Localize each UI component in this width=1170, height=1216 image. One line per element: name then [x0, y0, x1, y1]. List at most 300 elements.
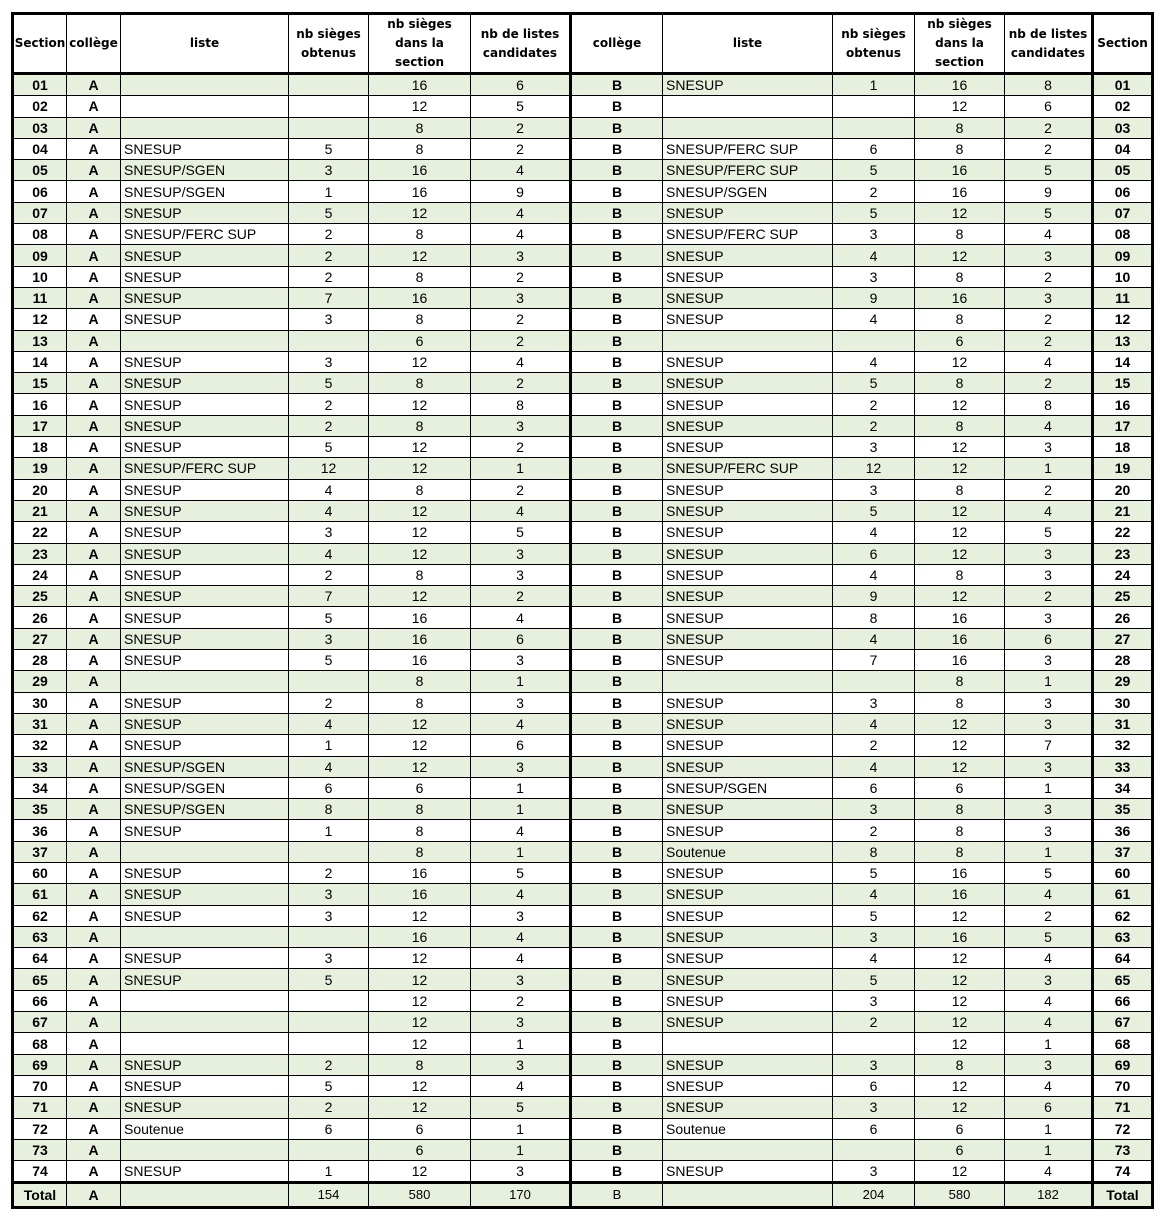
cell-liste-b: Soutenue [663, 1118, 833, 1139]
cell-listes-candidates-a: 3 [471, 1012, 571, 1033]
cell-sieges-obtenus-a [289, 74, 369, 96]
cell-sieges-obtenus-a: 3 [289, 351, 369, 372]
table-row [13, 735, 1153, 756]
cell-listes-candidates-b: 5 [1005, 926, 1093, 947]
cell-section-right: 01 [1093, 74, 1153, 96]
cell-listes-candidates-b: 3 [1005, 969, 1093, 990]
table-row [13, 74, 1153, 96]
cell-section: 69 [13, 1054, 67, 1075]
cell-listes-candidates-a: 6 [471, 74, 571, 96]
cell-section-right: 69 [1093, 1054, 1153, 1075]
cell-section-right: 27 [1093, 628, 1153, 649]
cell-sieges-obtenus-b: 4 [833, 522, 915, 543]
table-row [13, 799, 1153, 820]
table-row [13, 1075, 1153, 1096]
table-row [13, 96, 1153, 117]
cell-liste-a: SNESUP [121, 905, 289, 926]
table-row [13, 287, 1153, 308]
cell-college-b: B [571, 543, 663, 564]
cell-college-a: A [67, 628, 121, 649]
cell-sieges-section-b: 12 [915, 735, 1005, 756]
cell-section: 34 [13, 777, 67, 798]
cell-sieges-obtenus-b: 3 [833, 1097, 915, 1118]
cell-sieges-section-a: 16 [369, 74, 471, 96]
cell-sieges-section-b: 12 [915, 1075, 1005, 1096]
cell-listes-candidates-a: 5 [471, 1097, 571, 1118]
cell-sieges-obtenus-a: 1 [289, 1161, 369, 1183]
cell-sieges-section-a: 12 [369, 1033, 471, 1054]
cell-college-a: A [67, 373, 121, 394]
table-row [13, 671, 1153, 692]
cell-liste-b [663, 117, 833, 138]
cell-section-right: 32 [1093, 735, 1153, 756]
table-row [13, 160, 1153, 181]
cell-listes-candidates-a: 2 [471, 437, 571, 458]
cell-liste-b: SNESUP [663, 74, 833, 96]
cell-sieges-obtenus-b: 2 [833, 1012, 915, 1033]
cell-college-b: B [571, 224, 663, 245]
cell-college-b: B [571, 650, 663, 671]
cell-listes-candidates-a: 1 [471, 1033, 571, 1054]
table-row [13, 138, 1153, 159]
cell-liste-b: SNESUP [663, 990, 833, 1011]
cell-sieges-section-b: 8 [915, 479, 1005, 500]
cell-college-a: A [67, 799, 121, 820]
cell-sieges-section-b: 16 [915, 181, 1005, 202]
cell-sieges-obtenus-a: 4 [289, 500, 369, 521]
cell-liste-b [663, 1033, 833, 1054]
cell-sieges-section-b: 16 [915, 926, 1005, 947]
cell-section-right: 17 [1093, 415, 1153, 436]
cell-sieges-section-b: 12 [915, 245, 1005, 266]
cell-section: 70 [13, 1075, 67, 1096]
cell-college-a: A [67, 287, 121, 308]
cell-sieges-section-a: 12 [369, 1097, 471, 1118]
cell-liste-b: SNESUP [663, 245, 833, 266]
cell-liste-b [663, 671, 833, 692]
cell-sieges-section-a: 12 [369, 1012, 471, 1033]
table-row [13, 692, 1153, 713]
cell-college-a: A [67, 692, 121, 713]
cell-section: 22 [13, 522, 67, 543]
cell-listes-candidates-b: 2 [1005, 309, 1093, 330]
cell-section: 14 [13, 351, 67, 372]
cell-college-a: A [67, 1097, 121, 1118]
cell-college-b: B [571, 841, 663, 862]
cell-college-b: B [571, 1012, 663, 1033]
cell-liste-b: SNESUP [663, 926, 833, 947]
header-college-b: collège [571, 14, 663, 74]
cell-listes-candidates-a: 2 [471, 990, 571, 1011]
cell-liste-b [663, 1139, 833, 1160]
cell-sieges-obtenus-a: 5 [289, 650, 369, 671]
cell-listes-candidates-b: 2 [1005, 586, 1093, 607]
cell-liste-a: SNESUP [121, 862, 289, 883]
cell-college-b: B [571, 309, 663, 330]
cell-sieges-obtenus-b: 3 [833, 224, 915, 245]
cell-liste-a: SNESUP [121, 628, 289, 649]
table-row [13, 415, 1153, 436]
cell-liste-a: SNESUP [121, 351, 289, 372]
cell-sieges-obtenus-a: 3 [289, 309, 369, 330]
cell-listes-candidates-a: 4 [471, 948, 571, 969]
table-row [13, 394, 1153, 415]
cell-liste-b: SNESUP [663, 202, 833, 223]
cell-section-right: 62 [1093, 905, 1153, 926]
cell-sieges-section-b: 12 [915, 905, 1005, 926]
table-row [13, 926, 1153, 947]
cell-liste-a: SNESUP [121, 202, 289, 223]
cell-section: 23 [13, 543, 67, 564]
cell-section: 03 [13, 117, 67, 138]
cell-section-right: 28 [1093, 650, 1153, 671]
cell-sieges-section-a: 12 [369, 948, 471, 969]
cell-sieges-section-b: 8 [915, 820, 1005, 841]
cell-listes-candidates-b: 3 [1005, 245, 1093, 266]
cell-liste-a: SNESUP [121, 969, 289, 990]
cell-section: 24 [13, 564, 67, 585]
cell-sieges-obtenus-a: 3 [289, 948, 369, 969]
cell-section-right: 08 [1093, 224, 1153, 245]
cell-sieges-obtenus-b [833, 1033, 915, 1054]
cell-college-a: A [67, 777, 121, 798]
cell-listes-candidates-a: 5 [471, 862, 571, 883]
cell-listes-candidates-a: 1 [471, 1139, 571, 1160]
cell-listes-candidates-a: 4 [471, 351, 571, 372]
cell-listes-candidates-b: 4 [1005, 884, 1093, 905]
cell-sieges-section-a: 16 [369, 862, 471, 883]
cell-liste-b: SNESUP [663, 862, 833, 883]
cell-listes-candidates-a: 6 [471, 735, 571, 756]
cell-section-right: 33 [1093, 756, 1153, 777]
cell-sieges-obtenus-a: 4 [289, 543, 369, 564]
cell-sieges-obtenus-b: 7 [833, 650, 915, 671]
cell-section-right: 23 [1093, 543, 1153, 564]
cell-listes-candidates-a: 3 [471, 905, 571, 926]
cell-college-b: B [571, 948, 663, 969]
cell-college-a: A [67, 969, 121, 990]
cell-section-right: 26 [1093, 607, 1153, 628]
table-row [13, 181, 1153, 202]
cell-section: 60 [13, 862, 67, 883]
cell-section-right: 29 [1093, 671, 1153, 692]
cell-college-b: B [571, 287, 663, 308]
cell-sieges-obtenus-a [289, 671, 369, 692]
cell-liste-a: SNESUP [121, 266, 289, 287]
cell-section: 31 [13, 713, 67, 734]
cell-listes-candidates-a: 3 [471, 245, 571, 266]
cell-sieges-section-b: 8 [915, 671, 1005, 692]
cell-section: 65 [13, 969, 67, 990]
cell-sieges-section-a: 12 [369, 96, 471, 117]
cell-college-a: A [67, 1054, 121, 1075]
table-row [13, 777, 1153, 798]
cell-listes-candidates-b: 3 [1005, 607, 1093, 628]
cell-listes-candidates-a: 4 [471, 884, 571, 905]
cell-listes-candidates-b: 2 [1005, 330, 1093, 351]
table-row [13, 1139, 1153, 1160]
cell-sieges-section-a: 8 [369, 841, 471, 862]
cell-sieges-obtenus-a [289, 990, 369, 1011]
cell-section: 28 [13, 650, 67, 671]
cell-college-a: A [67, 458, 121, 479]
cell-sieges-section-b: 16 [915, 160, 1005, 181]
cell-listes-candidates-a: 3 [471, 1161, 571, 1183]
cell-college-b: B [571, 628, 663, 649]
cell-liste-a: SNESUP/FERC SUP [121, 224, 289, 245]
cell-listes-candidates-b: 4 [1005, 1075, 1093, 1096]
cell-sieges-section-a: 16 [369, 607, 471, 628]
cell-sieges-obtenus-b: 3 [833, 799, 915, 820]
cell-listes-candidates-a: 4 [471, 607, 571, 628]
cell-sieges-obtenus-b: 2 [833, 735, 915, 756]
cell-section-right: 71 [1093, 1097, 1153, 1118]
cell-sieges-section-b: 6 [915, 1139, 1005, 1160]
cell-sieges-obtenus-b: 6 [833, 777, 915, 798]
cell-college-b: B [571, 820, 663, 841]
cell-sieges-obtenus-b: 6 [833, 543, 915, 564]
cell-college-a: A [67, 309, 121, 330]
cell-liste-b: SNESUP [663, 948, 833, 969]
cell-section: 68 [13, 1033, 67, 1054]
cell-sieges-section-b: 12 [915, 1033, 1005, 1054]
cell-sieges-obtenus-b: 3 [833, 1054, 915, 1075]
cell-liste-a: SNESUP [121, 309, 289, 330]
cell-listes-candidates-a: 4 [471, 500, 571, 521]
cell-listes-candidates-b: 4 [1005, 500, 1093, 521]
cell-liste-b: SNESUP [663, 1161, 833, 1183]
cell-listes-candidates-a: 3 [471, 1054, 571, 1075]
cell-sieges-obtenus-a [289, 1139, 369, 1160]
cell-sieges-section-a: 6 [369, 330, 471, 351]
cell-college-b: B [571, 1075, 663, 1096]
cell-college-a: A [67, 96, 121, 117]
cell-section: 73 [13, 1139, 67, 1160]
cell-listes-candidates-a: 4 [471, 224, 571, 245]
cell-listes-candidates-a: 1 [471, 671, 571, 692]
cell-listes-candidates-b: 1 [1005, 777, 1093, 798]
cell-sieges-section-a: 8 [369, 1054, 471, 1075]
cell-listes-candidates-a: 4 [471, 926, 571, 947]
cell-college-a: A [67, 862, 121, 883]
cell-sieges-section-b: 8 [915, 415, 1005, 436]
cell-section-right: 06 [1093, 181, 1153, 202]
cell-liste-a [121, 1012, 289, 1033]
cell-sieges-obtenus-a: 5 [289, 373, 369, 394]
cell-sieges-obtenus-a: 3 [289, 628, 369, 649]
cell-sieges-section-a: 12 [369, 969, 471, 990]
cell-sieges-section-a: 12 [369, 500, 471, 521]
cell-college-b: B [571, 479, 663, 500]
cell-section-right: 34 [1093, 777, 1153, 798]
cell-sieges-section-b: 8 [915, 373, 1005, 394]
cell-liste-b: SNESUP/SGEN [663, 777, 833, 798]
cell-listes-candidates-a: 2 [471, 138, 571, 159]
cell-section-right: 25 [1093, 586, 1153, 607]
cell-section: 72 [13, 1118, 67, 1139]
cell-sieges-section-b: 8 [915, 692, 1005, 713]
cell-sieges-section-a: 12 [369, 713, 471, 734]
cell-college-a: A [67, 500, 121, 521]
cell-liste-a: SNESUP [121, 1054, 289, 1075]
cell-college-a: A [67, 905, 121, 926]
cell-sieges-obtenus-a: 5 [289, 138, 369, 159]
results-table [11, 12, 1154, 1209]
cell-sieges-section-b: 6 [915, 330, 1005, 351]
cell-section-right: 22 [1093, 522, 1153, 543]
cell-sieges-section-b: 8 [915, 1054, 1005, 1075]
cell-college-b: B [571, 522, 663, 543]
cell-college-a: A [67, 564, 121, 585]
header-listes-candidates-b: nb de listes candidates [1005, 14, 1093, 74]
cell-college-a: A [67, 990, 121, 1011]
cell-college-a: A [67, 1033, 121, 1054]
cell-liste-a: SNESUP [121, 820, 289, 841]
cell-sieges-obtenus-a: 2 [289, 564, 369, 585]
cell-liste-b: SNESUP/SGEN [663, 181, 833, 202]
cell-listes-candidates-b: 8 [1005, 74, 1093, 96]
cell-sieges-obtenus-b: 3 [833, 1161, 915, 1183]
cell-college-b: B [571, 1161, 663, 1183]
total-college-a: A [67, 1183, 121, 1208]
total-liste-a [121, 1183, 289, 1208]
cell-listes-candidates-b: 2 [1005, 479, 1093, 500]
cell-liste-b: SNESUP [663, 522, 833, 543]
table-row [13, 905, 1153, 926]
cell-college-a: A [67, 1139, 121, 1160]
cell-section: 27 [13, 628, 67, 649]
cell-sieges-obtenus-a: 3 [289, 884, 369, 905]
cell-sieges-obtenus-b: 12 [833, 458, 915, 479]
cell-college-b: B [571, 564, 663, 585]
cell-college-a: A [67, 330, 121, 351]
cell-sieges-obtenus-a: 5 [289, 437, 369, 458]
cell-college-a: A [67, 607, 121, 628]
cell-sieges-section-b: 12 [915, 948, 1005, 969]
cell-section-right: 07 [1093, 202, 1153, 223]
cell-sieges-section-a: 12 [369, 990, 471, 1011]
cell-listes-candidates-b: 1 [1005, 841, 1093, 862]
table-row [13, 1097, 1153, 1118]
total-college-b: B [571, 1183, 663, 1208]
cell-college-a: A [67, 586, 121, 607]
table-row [13, 117, 1153, 138]
cell-sieges-section-a: 8 [369, 564, 471, 585]
cell-sieges-obtenus-a [289, 926, 369, 947]
cell-college-a: A [67, 266, 121, 287]
cell-section-right: 72 [1093, 1118, 1153, 1139]
cell-sieges-section-b: 12 [915, 96, 1005, 117]
cell-liste-a [121, 926, 289, 947]
cell-section-right: 66 [1093, 990, 1153, 1011]
cell-liste-a: Soutenue [121, 1118, 289, 1139]
cell-sieges-obtenus-a: 5 [289, 607, 369, 628]
cell-college-b: B [571, 330, 663, 351]
cell-sieges-section-a: 8 [369, 820, 471, 841]
cell-college-a: A [67, 543, 121, 564]
cell-sieges-obtenus-b: 3 [833, 437, 915, 458]
cell-sieges-section-a: 12 [369, 351, 471, 372]
cell-college-b: B [571, 607, 663, 628]
cell-section: 13 [13, 330, 67, 351]
cell-sieges-obtenus-b: 5 [833, 862, 915, 883]
cell-sieges-obtenus-a: 7 [289, 287, 369, 308]
cell-liste-b: SNESUP [663, 799, 833, 820]
cell-sieges-obtenus-a [289, 330, 369, 351]
table-row [13, 607, 1153, 628]
cell-sieges-section-a: 16 [369, 287, 471, 308]
cell-section-right: 19 [1093, 458, 1153, 479]
cell-listes-candidates-a: 4 [471, 820, 571, 841]
cell-section: 07 [13, 202, 67, 223]
cell-liste-a: SNESUP/SGEN [121, 756, 289, 777]
cell-liste-b: SNESUP [663, 756, 833, 777]
cell-listes-candidates-a: 2 [471, 330, 571, 351]
cell-sieges-section-a: 6 [369, 1139, 471, 1160]
cell-sieges-section-a: 6 [369, 1118, 471, 1139]
cell-listes-candidates-b: 4 [1005, 224, 1093, 245]
cell-section-right: 64 [1093, 948, 1153, 969]
cell-section: 63 [13, 926, 67, 947]
cell-section: 26 [13, 607, 67, 628]
cell-liste-b: SNESUP [663, 287, 833, 308]
cell-sieges-obtenus-a: 12 [289, 458, 369, 479]
cell-listes-candidates-a: 2 [471, 586, 571, 607]
cell-sieges-section-b: 8 [915, 799, 1005, 820]
cell-sieges-obtenus-a: 3 [289, 905, 369, 926]
table-row [13, 948, 1153, 969]
cell-listes-candidates-a: 8 [471, 394, 571, 415]
cell-liste-a: SNESUP/FERC SUP [121, 458, 289, 479]
cell-college-b: B [571, 777, 663, 798]
cell-listes-candidates-b: 2 [1005, 266, 1093, 287]
cell-sieges-obtenus-b [833, 1139, 915, 1160]
cell-college-b: B [571, 202, 663, 223]
table-row [13, 862, 1153, 883]
total-label-right: Total [1093, 1183, 1153, 1208]
cell-sieges-section-b: 16 [915, 287, 1005, 308]
cell-sieges-obtenus-a: 1 [289, 735, 369, 756]
cell-liste-a: SNESUP [121, 650, 289, 671]
cell-college-a: A [67, 522, 121, 543]
cell-listes-candidates-b: 6 [1005, 96, 1093, 117]
cell-liste-b: SNESUP [663, 543, 833, 564]
cell-liste-a: SNESUP [121, 522, 289, 543]
cell-liste-a [121, 96, 289, 117]
cell-section: 06 [13, 181, 67, 202]
cell-sieges-obtenus-a [289, 1012, 369, 1033]
cell-sieges-section-b: 8 [915, 138, 1005, 159]
header-liste-b: liste [663, 14, 833, 74]
cell-liste-b: SNESUP [663, 394, 833, 415]
cell-sieges-section-a: 16 [369, 926, 471, 947]
cell-sieges-obtenus-b: 3 [833, 926, 915, 947]
cell-college-b: B [571, 990, 663, 1011]
cell-sieges-obtenus-a [289, 1033, 369, 1054]
cell-sieges-section-a: 8 [369, 373, 471, 394]
cell-college-a: A [67, 713, 121, 734]
header-listes-candidates-a: nb de listes candidates [471, 14, 571, 74]
cell-section-right: 09 [1093, 245, 1153, 266]
cell-listes-candidates-b: 4 [1005, 1012, 1093, 1033]
cell-sieges-obtenus-a [289, 117, 369, 138]
cell-liste-b: SNESUP [663, 969, 833, 990]
cell-listes-candidates-a: 6 [471, 628, 571, 649]
table-row [13, 202, 1153, 223]
cell-sieges-obtenus-a: 2 [289, 415, 369, 436]
cell-sieges-obtenus-b: 3 [833, 990, 915, 1011]
cell-liste-b: SNESUP [663, 309, 833, 330]
